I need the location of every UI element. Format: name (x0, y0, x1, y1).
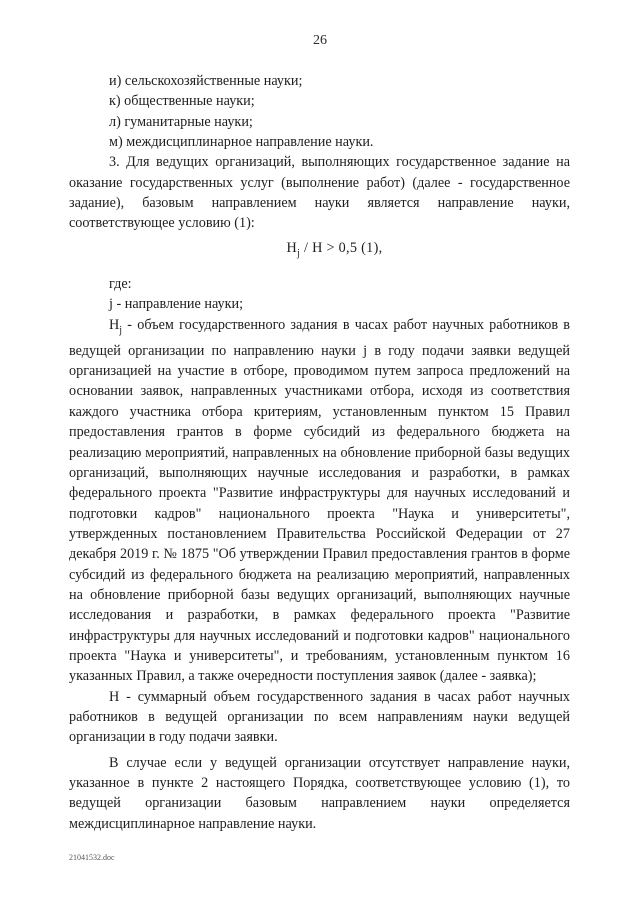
j-definition: j - направление науки; (109, 296, 244, 313)
formula-condition-1 (69, 238, 570, 264)
final-paragraph: В случае если у ведущей организации отсутствует направление науки, указанное в пункте 2 настоящего Порядка, соответствующее условию (1), то ведущей организации базовым направлением науки определяется междисциплинарное направление науки. (69, 754, 570, 832)
page-number: 26 (313, 33, 327, 48)
h-definition: H - суммарный объем государственного задания в часах работ научных работников в ведущей организации по всем направлениям науки ведущей организации в году подачи заявки. (69, 688, 570, 746)
list-item-m: м) междисциплинарное направление науки. (109, 134, 374, 151)
list-item-l: л) гуманитарные науки; (109, 113, 253, 130)
where-label: где: (109, 275, 132, 292)
list-item-k: к) общественные науки; (109, 93, 255, 110)
hj-subscript: j (119, 324, 123, 336)
hj-letter: H (109, 316, 120, 333)
document-body (69, 71, 570, 834)
hj-definition (69, 315, 570, 687)
paragraph-3: 3. Для ведущих организаций, выполняющих государственное задание на оказание государственных услуг (выполнение работ) (далее - государственное задание), базовым направлением науки является направление науки, соответствующее условию (1): (69, 154, 570, 232)
formula-h: H (286, 239, 298, 256)
hj-definition-text: - объем государственного задания в часах работ научных работников в ведущей организации по направлению науки j в году подачи заявки ведущей организацией на участие в отборе, проводимом путем запроса предложений на основании заявок, направленных участниками отбора, исходя из соответствия каждого участника отбора критериям, установленным пунктом 15 Правил предоставления грантов в форме субсидий из федерального бюджета на реализацию мероприятий, направленных на обновление приборной базы ведущих организаций, выполняющих научные исследования и разработки, в рамках федерального проекта "Развитие инфраструктуры для научных исследований и подготовки кадров" национального проекта "Наука и университеты", утвержденных постановлением Правительства Российской Федерации от 27 декабря 2019 г. № 1875 "Об утверждении Правил предоставления грантов в форме субсидий из федерального бюджета на реализацию мероприятий, направленных на обновление приборной базы ведущих организаций, выполняющих научные исследования и разработки, в рамках федерального проекта "Развитие инфраструктуры для научных исследований и подготовки кадров" национального проекта "Наука и университеты", и требованиям, установленным пунктом 16 указанных Правил, а также очередности поступления заявок (далее - заявка); (69, 316, 570, 685)
file-name-footer: 21041532.doc (69, 853, 115, 862)
list-item-i: и) сельскохозяйственные науки; (109, 73, 303, 89)
formula-subscript-j: j (297, 247, 301, 259)
formula-rest: / H > 0,5 (1), (300, 239, 383, 256)
